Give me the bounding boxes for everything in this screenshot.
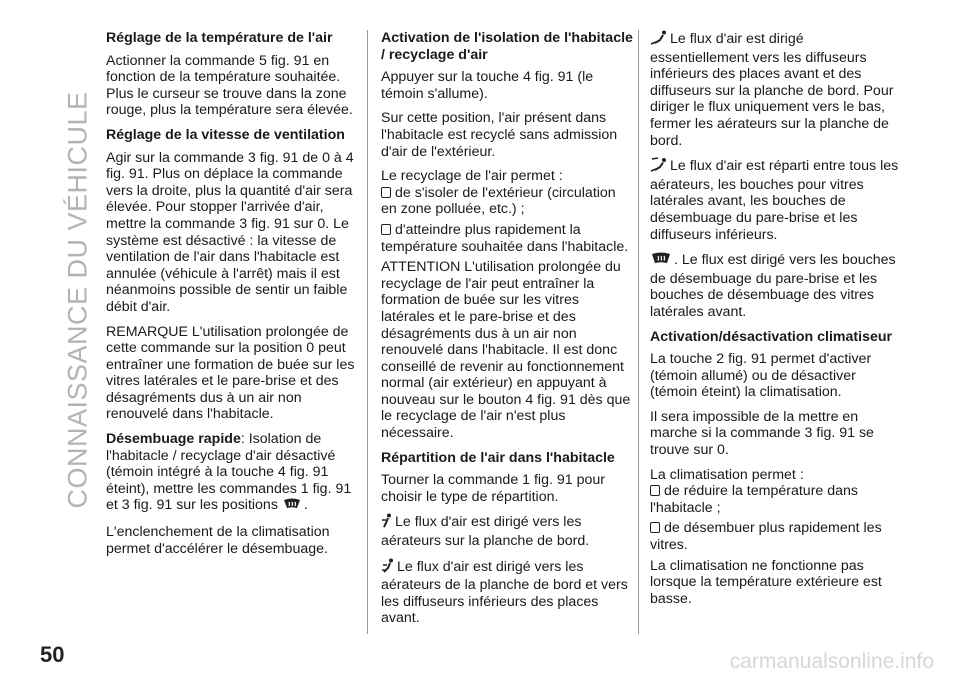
paragraph-ac-2: Il sera impossible de la mettre en marche si la commande 3 fig. 91 se trouve sur 0.	[650, 408, 874, 459]
paragraph-feet-vent	[650, 30, 902, 149]
list-item	[650, 483, 902, 516]
bullet-box-icon	[381, 224, 391, 235]
paragraph-face-vent	[381, 513, 633, 549]
list-item	[650, 520, 902, 553]
demist-text: : Isolation de l'habitacle / recyclage d'air désactivé (témoin intégré à la touche 4 fig. 91 éteint), mettre les commandes 1 fig. 91 et 3 fig. 91 sur les positions	[106, 431, 352, 514]
paragraph-mix-vent	[650, 157, 902, 243]
section-title: CONNAISSANCE DU VÉHICULE	[62, 91, 93, 509]
column-3	[650, 30, 902, 615]
heading-ventilation: Réglage de la vitesse de ventilation	[106, 126, 345, 143]
list-item	[381, 185, 633, 218]
list-item	[381, 222, 633, 255]
paragraph-isolation-1: Appuyer sur la touche 4 fig. 91 (le témoin s'allume).	[381, 69, 594, 102]
paragraph-ac-3: La climatisation permet :	[650, 466, 804, 483]
bullet-box-icon	[650, 485, 660, 496]
heading-temperature: Réglage de la température de l'air	[106, 30, 333, 46]
paragraph-demist-2: L'enclenchement de la climatisation permet d'accélérer le désembuage.	[106, 524, 330, 557]
mix-vent-text: Le flux d'air est réparti entre tous les aérateurs, les bouches pour vitres latérales avant, les bouches de désembuage du pare-brise et les diffuseurs inférieurs.	[650, 158, 899, 243]
paragraph-temperature: Actionner la commande 5 fig. 91 en fonction de la température souhaitée. Plus le curseur se trouve dans la zone rouge, plus la température sera élevée.	[106, 52, 353, 119]
watermark: carmanualsonline.info	[729, 650, 934, 673]
defrost-text: . Le flux est dirigé vers les bouches de désembuage du pare-brise et les bouches de désembuage des vitres latérales avant.	[650, 252, 896, 320]
paragraph-bilevel-vent	[381, 558, 633, 627]
heading-isolation: Activation de l'isolation de l'habitacle / recyclage d'air	[381, 30, 633, 63]
list-item-text: d'atteindre plus rapidement la température souhaitée dans l'habitacle.	[381, 221, 629, 255]
face-vent-text: Le flux d'air est dirigé vers les aérateurs sur la planche de bord.	[381, 514, 590, 550]
heading-ac: Activation/désactivation climatiseur	[650, 328, 893, 345]
feet-vent-icon	[650, 30, 668, 50]
mix-vent-icon	[650, 157, 668, 177]
column-2	[381, 30, 633, 635]
column-divider	[367, 30, 368, 634]
list-item-text: de s'isoler de l'extérieur (circulation en zone polluée, etc.) ;	[381, 184, 616, 218]
paragraph-ac-1: La touche 2 fig. 91 permet d'activer (témoin allumé) ou de désactiver (témoin éteint) la climatisation.	[650, 351, 872, 401]
paragraph-isolation-2: Sur cette position, l'air présent dans l'habitacle est recyclé sans admission d'air de l'extérieur.	[381, 110, 618, 160]
defrost-icon	[282, 497, 302, 516]
column-1	[106, 30, 358, 565]
feet-vent-text: Le flux d'air est dirigé essentiellement vers les diffuseurs inférieurs des places avant et des diffuseurs sur la planche de bord. Pour diriger le flux uniquement vers le bas, fermer les aérateurs sur la planche de bord.	[650, 31, 894, 149]
paragraph-remark: REMARQUE L'utilisation prolongée de cette commande sur la position 0 peut entraîner une formation de buée sur les vitres latérales et le pare-brise et des désagréments dus à un air non renouvelé dans l'habitacle.	[106, 323, 355, 423]
list-item-text: de désembuer plus rapidement les vitres.	[650, 520, 882, 554]
column-divider	[638, 30, 639, 634]
paragraph-demist	[106, 431, 358, 516]
bilevel-vent-icon	[381, 558, 395, 578]
paragraph-ventilation: Agir sur la commande 3 fig. 91 de 0 à 4 fig. 91. Plus on déplace la commande vers la droite, plus la quantité d'air sera élevée. Pour stopper l'arrivée d'air, mettre la commande 3 fig. 91 sur 0. Le système est désactivé : la vitesse de ventilation de l'air dans l'habitacle est annulée (véhicule à l'arrêt) mais il est néanmoins possible de sentir un faible débit d'air.	[106, 149, 354, 315]
page-number: 50	[40, 642, 65, 667]
paragraph-defrost	[650, 251, 902, 320]
bilevel-vent-text: Le flux d'air est dirigé vers les aérateurs de la planche de bord et vers les diffuseurs inférieurs des places avant.	[381, 558, 628, 627]
paragraph-ac-4: La climatisation ne fonctionne pas lorsque la température extérieure est basse.	[650, 557, 882, 607]
paragraph-repartition: Tourner la commande 1 fig. 91 pour choisir le type de répartition.	[381, 472, 605, 505]
section-title-vertical	[56, 20, 100, 580]
paragraph-attention: ATTENTION L'utilisation prolongée du recyclage de l'air peut entraîner la formation de buée sur les vitres latérales et le pare-brise et des désagréments dus à un air non renouvelé dans l'habitacle. Il est donc conseillé de revenir au fonctionnement normal (air extérieur) en appuyant à nouveau sur le bouton 4 fig. 91 dès que le recyclage de l'air n'est plus nécessaire.	[381, 259, 631, 442]
face-vent-icon	[381, 513, 393, 533]
demist-end: .	[303, 497, 308, 514]
windshield-defrost-icon	[650, 251, 672, 271]
demist-label: Désembuage rapide	[106, 431, 241, 448]
bullet-box-icon	[381, 187, 391, 198]
paragraph-isolation-3: Le recyclage de l'air permet :	[381, 168, 563, 185]
heading-repartition: Répartition de l'air dans l'habitacle	[381, 449, 615, 466]
bullet-box-icon	[650, 522, 660, 533]
list-item-text: de réduire la température dans l'habitacle ;	[650, 483, 859, 516]
